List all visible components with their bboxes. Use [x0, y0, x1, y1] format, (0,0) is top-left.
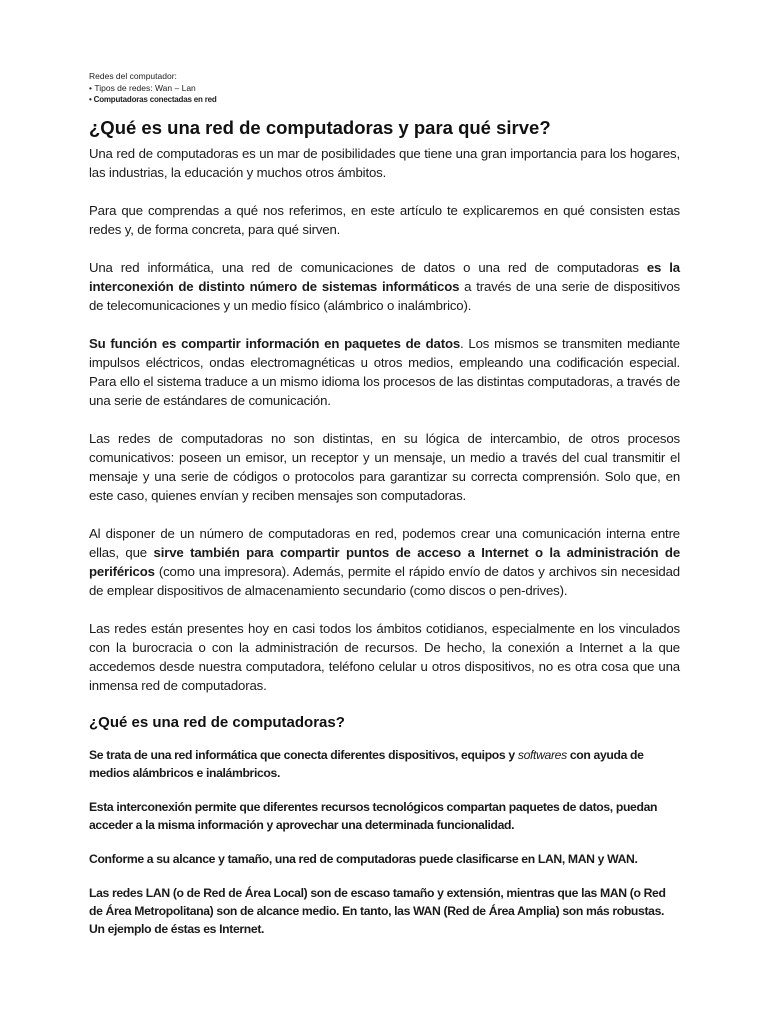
sharing-text-end: (como una impresora). Además, permite el rápido envío de datos y archivos sin necesidad de emplear dispositivos de almacenamiento secundario (como discos o pen-drives). — [89, 564, 680, 598]
header-notes — [89, 70, 680, 106]
paragraph-function — [89, 334, 680, 410]
section-def-start: Se trata de una red informática que conecta diferentes dispositivos, equipos y — [89, 748, 518, 762]
note-connected-computers-text: Computadoras conectadas en red — [93, 95, 217, 104]
definition-text-end: a través de una serie de dispositivos de telecomunicaciones y un medio físico (alámbrico o inalámbrico). — [89, 279, 680, 313]
definition-highlight: es la interconexión de distinto número de sistemas informáticos — [89, 260, 680, 294]
definition-text-start: Una red informática, una red de comunicaciones de datos o una red de computadoras — [89, 260, 647, 275]
section-paragraph-types: Las redes LAN (o de Red de Área Local) son de escaso tamaño y extensión, mientras que las MAN (o Red de Área Metropolitana) son de alcance medio. En tanto, las WAN (Red de Área Amplia) son más robustas. Un ejemplo de éstas es Internet. — [89, 886, 666, 936]
function-highlight: Su función es compartir información en paquetes de datos — [89, 336, 461, 351]
document-page — [89, 70, 680, 954]
paragraph-intro: Una red de computadoras es un mar de posibilidades que tiene una gran importancia para los hogares, las industrias, la educación y muchos otros ámbitos. — [89, 146, 680, 180]
note-network-types-text: Tipos de redes: Wan – Lan — [94, 83, 196, 93]
section-subtitle: ¿Qué es una red de computadoras? — [89, 714, 345, 731]
note-line-topic: Redes del computador: — [89, 71, 177, 81]
section-def-italic: softwares — [517, 748, 567, 762]
function-text: . Los mismos se transmiten mediante impulsos eléctricos, ondas electromagnéticas u otros medios, empleando una codificación especial. Para ello el sistema traduce a un mismo idioma los procesos de las distintas computadoras, a través de una serie de estándares de comunicación. — [89, 336, 680, 408]
paragraph-sharing — [89, 524, 680, 600]
section-paragraph-classification: Conforme a su alcance y tamaño, una red de computadoras puede clasificarse en LAN, MAN y WAN. — [89, 852, 638, 866]
paragraph-everyday: Las redes están presentes hoy en casi todos los ámbitos cotidianos, especialmente en los vinculados con la burocracia o con la administración de recursos. De hecho, la conexión a Internet a la que accedemos desde nuestra computadora, teléfono celular u otros dispositivos, no es otra cosa que una inmensa red de computadoras. — [89, 621, 680, 693]
section-paragraph-definition — [89, 746, 680, 782]
paragraph-purpose: Para que comprendas a qué nos referimos, en este artículo te explicaremos en qué consisten estas redes y, de forma concreta, para qué sirven. — [89, 203, 680, 237]
sharing-text-start: Al disponer de un número de computadoras en red, podemos crear una comunicación interna entre ellas, que — [89, 526, 680, 560]
section-def-end: con ayuda de medios alámbricos e inalámbricos. — [89, 748, 644, 780]
article-body — [89, 144, 680, 695]
section-body — [89, 746, 680, 938]
note-bullet-network-types — [89, 82, 680, 94]
note-bullet-connected-computers — [89, 94, 680, 106]
paragraph-communication: Las redes de computadoras no son distintas, en su lógica de intercambio, de otros procesos comunicativos: poseen un emisor, un receptor y un mensaje, un medio a través del cual transmitir el mensaje y una serie de códigos o protocolos para garantizar su correcta comprensión. Solo que, en este caso, quienes envían y reciben mensajes son computadoras. — [89, 431, 680, 503]
section-paragraph-interconnection: Esta interconexión permite que diferentes recursos tecnológicos compartan paquetes de datos, puedan acceder a la misma información y aprovechar una determinada funcionalidad. — [89, 800, 658, 832]
article-title: ¿Qué es una red de computadoras y para qué sirve? — [89, 117, 551, 138]
paragraph-definition — [89, 258, 680, 315]
sharing-highlight: sirve también para compartir puntos de acceso a Internet o la administración de periféricos — [89, 545, 680, 579]
